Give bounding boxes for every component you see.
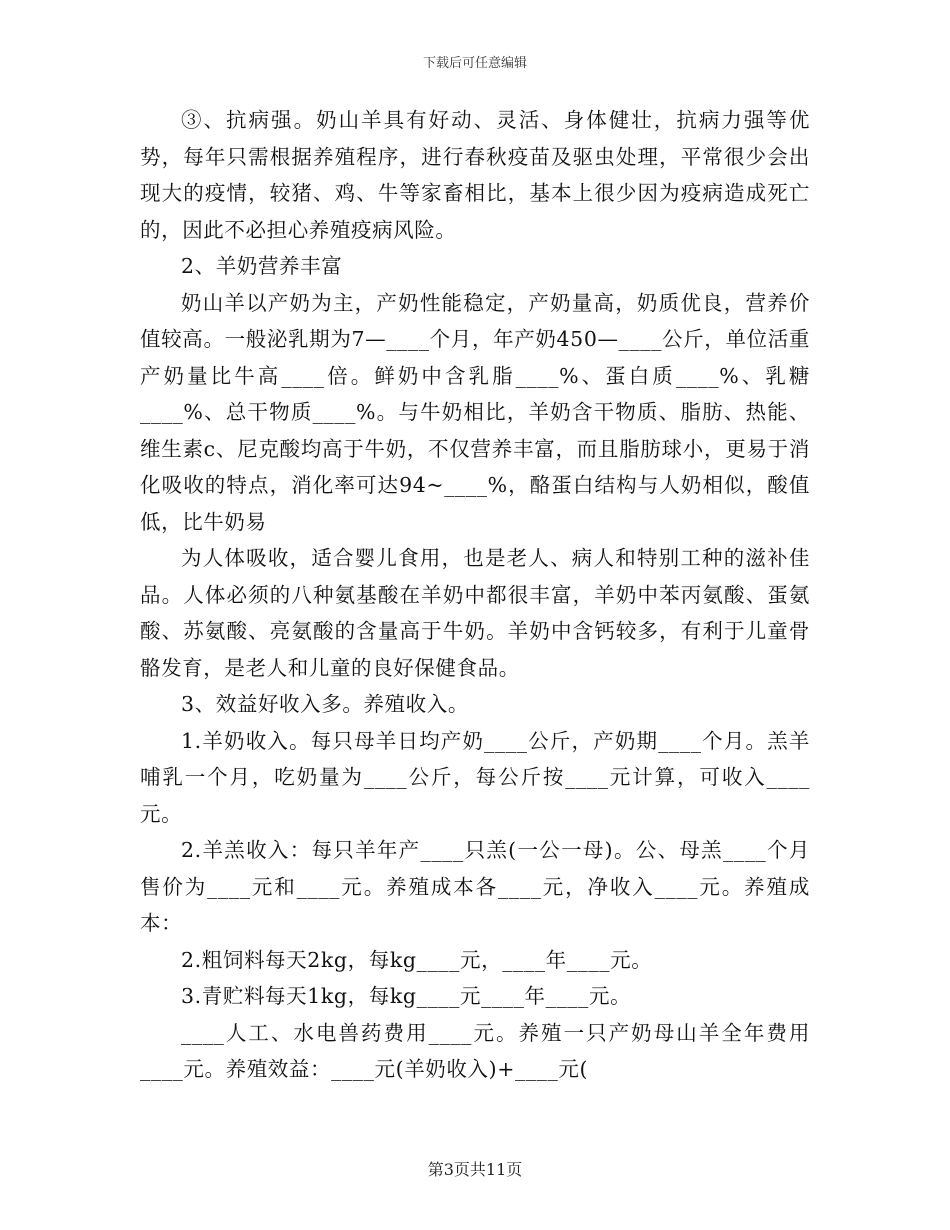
document-body xyxy=(140,102,810,1088)
paragraph-silage-cost: 3.青贮料每天1kg，每kg____元____年____元。 xyxy=(181,984,632,1008)
paragraph-lamb-income: 2.羊羔收入：每只羊年产____只羔(一公一母)。公、母羔____个月售价为____元和____元。养殖成本各____元，净收入____元。养殖成本： xyxy=(140,838,810,935)
paragraph-roughage-cost: 2.粗饲料每天2kg，每kg____元，____年____元。 xyxy=(181,947,653,972)
section-heading-nutrition: 2、羊奶营养丰富 xyxy=(181,254,343,278)
paragraph-disease-resistance: ③、抗病强。奶山羊具有好动、灵活、身体健壮，抗病力强等优势，每年只需根据养殖程序，进行春秋疫苗及驱虫处理，平常很少会出现大的疫情，较猪、鸡、牛等家畜相比，基本上很少因为疫病造成死亡的，因此不必担心养殖疫病风险。 xyxy=(140,108,810,242)
paragraph-milk-nutrition: 奶山羊以产奶为主，产奶性能稳定，产奶量高，奶质优良，营养价值较高。一般泌乳期为7—____个月，年产奶450—____公斤，单位活重产奶量比牛高____倍。鲜奶中含乳脂____%、蛋白质____%、乳糖____%、总干物质____%。与牛奶相比，羊奶含干物质、脂肪、热能、维生素c、尼克酸均高于牛奶，不仅营养丰富，而且脂肪球小，更易于消化吸收的特点，消化率可达94~____%，酪蛋白结构与人奶相似，酸值低，比牛奶易 xyxy=(140,290,810,534)
paragraph-milk-income: 1.羊奶收入。每只母羊日均产奶____公斤，产奶期____个月。羔羊哺乳一个月，吃奶量为____公斤，每公斤按____元计算，可收入____元。 xyxy=(140,728,810,826)
paragraph-labor-cost: ____人工、水电兽药费用____元。养殖一只产奶母山羊全年费用____元。养殖效益：____元(羊奶收入)+____元( xyxy=(140,1020,810,1081)
page-footer: 第3页共11页 xyxy=(427,1160,523,1179)
section-heading-income: 3、效益好收入多。养殖收入。 xyxy=(181,692,469,716)
paragraph-absorption: 为人体吸收，适合婴儿食用，也是老人、病人和特别工种的滋补佳品。人体必须的八种氨基酸在羊奶中都很丰富，羊奶中苯丙氨酸、蛋氨酸、苏氨酸、亮氨酸的含量高于牛奶。羊奶中含钙较多，有利于儿童骨骼发育，是老人和儿童的良好保健食品。 xyxy=(140,546,810,680)
page-header: 下载后可任意编辑 xyxy=(422,56,527,71)
